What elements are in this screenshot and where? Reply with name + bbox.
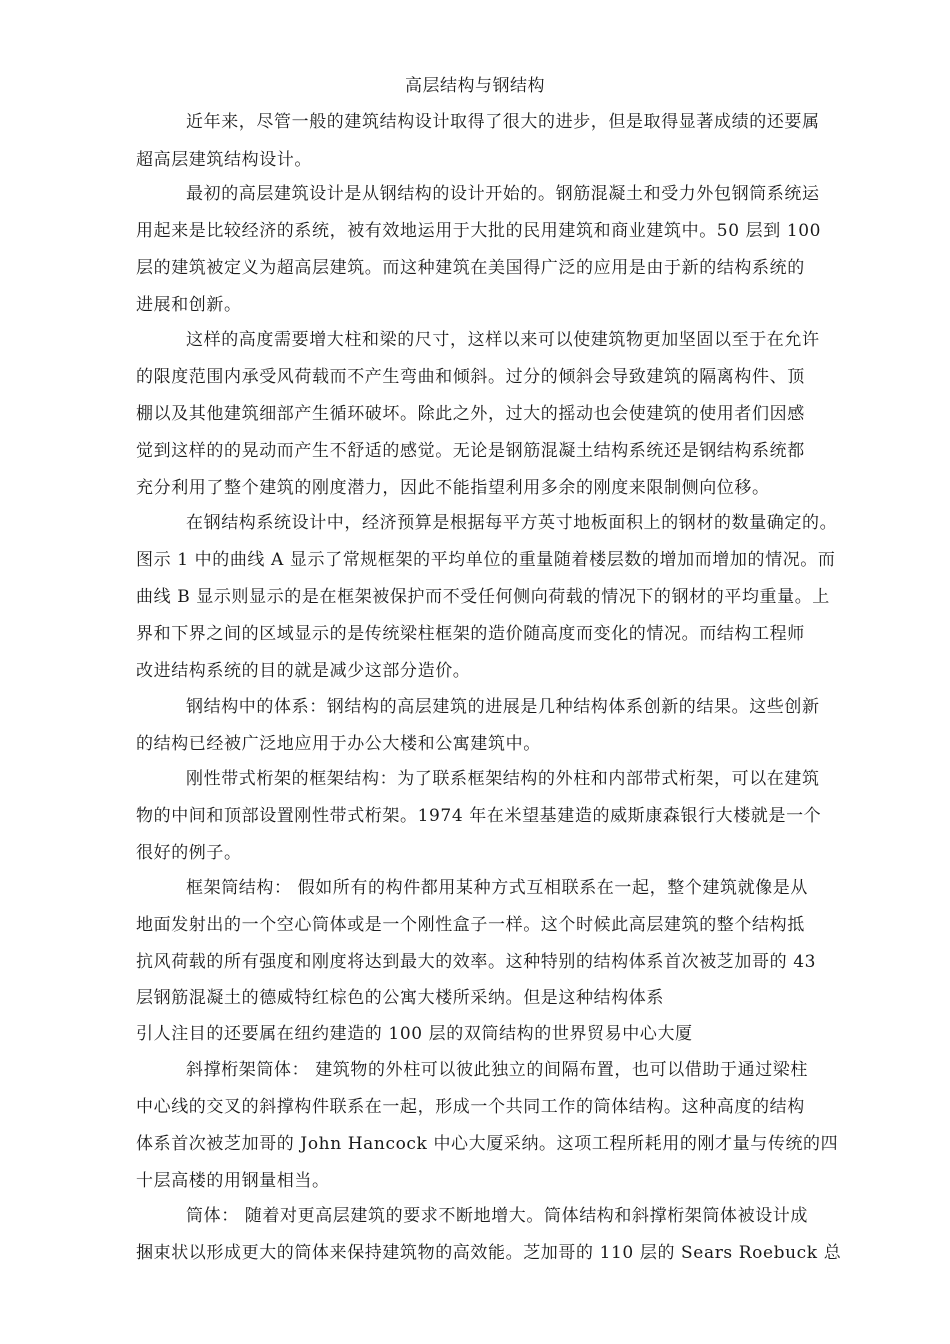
text-line: 超高层建筑结构设计。 bbox=[136, 150, 312, 170]
text-line: 改进结构系统的目的就是减少这部分造价。 bbox=[136, 661, 471, 681]
text-line: 棚以及其他建筑细部产生循环破坏。除此之外，过大的摇动也会使建筑的使用者们因感 bbox=[136, 404, 805, 424]
text-line: 捆束状以形成更大的筒体来保持建筑物的高效能。芝加哥的 110 层的 Sears Roebuck 总 bbox=[136, 1243, 842, 1263]
text-line: 框架筒结构： 假如所有的构件都用某种方式互相联系在一起，整个建筑就像是从 bbox=[186, 878, 809, 898]
text-line: 钢结构中的体系：钢结构的高层建筑的进展是几种结构体系创新的结果。这些创新 bbox=[186, 697, 820, 717]
text-line: 层的建筑被定义为超高层建筑。而这种建筑在美国得广泛的应用是由于新的结构系统的 bbox=[136, 258, 805, 278]
text-line: 近年来，尽管一般的建筑结构设计取得了很大的进步，但是取得显著成绩的还要属 bbox=[186, 112, 820, 132]
text-line: 的结构已经被广泛地应用于办公大楼和公寓建筑中。 bbox=[136, 734, 541, 754]
text-line: 进展和创新。 bbox=[136, 295, 242, 315]
text-line: 图示 1 中的曲线 A 显示了常规框架的平均单位的重量随着楼层数的增加而增加的情况。而 bbox=[136, 550, 836, 570]
text-line: 体系首次被芝加哥的 John Hancock 中心大厦采纳。这项工程所耗用的刚才量与传统的四 bbox=[136, 1134, 839, 1154]
text-line: 层钢筋混凝土的德威特红棕色的公寓大楼所采纳。但是这种结构体系 bbox=[136, 988, 664, 1008]
text-line: 刚性带式桁架的框架结构：为了联系框架结构的外柱和内部带式桁架，可以在建筑 bbox=[186, 769, 820, 789]
text-line: 觉到这样的的晃动而产生不舒适的感觉。无论是钢筋混凝土结构系统还是钢结构系统都 bbox=[136, 441, 805, 461]
text-line: 斜撑桁架筒体： 建筑物的外柱可以彼此独立的间隔布置，也可以借助于通过梁柱 bbox=[186, 1060, 809, 1080]
text-line: 界和下界之间的区域显示的是传统梁柱框架的造价随高度而变化的情况。而结构工程师 bbox=[136, 624, 805, 644]
text-line: 的限度范围内承受风荷载而不产生弯曲和倾斜。过分的倾斜会导致建筑的隔离构件、顶 bbox=[136, 367, 805, 387]
text-line: 中心线的交叉的斜撑构件联系在一起，形成一个共同工作的筒体结构。这种高度的结构 bbox=[136, 1097, 805, 1117]
text-line: 充分利用了整个建筑的刚度潜力，因此不能指望利用多余的刚度来限制侧向位移。 bbox=[136, 478, 770, 498]
text-line: 用起来是比较经济的系统，被有效地运用于大批的民用建筑和商业建筑中。50 层到 100 bbox=[136, 221, 822, 241]
text-line: 十层高楼的用钢量相当。 bbox=[136, 1171, 330, 1191]
text-line: 筒体： 随着对更高层建筑的要求不断地增大。筒体结构和斜撑桁架筒体被设计成 bbox=[186, 1206, 809, 1226]
text-line: 这样的高度需要增大柱和梁的尺寸，这样以来可以使建筑物更加坚固以至于在允许 bbox=[186, 330, 820, 350]
text-line: 引人注目的还要属在纽约建造的 100 层的双筒结构的世界贸易中心大厦 bbox=[136, 1024, 693, 1044]
text-line: 最初的高层建筑设计是从钢结构的设计开始的。钢筋混凝土和受力外包钢筒系统运 bbox=[186, 184, 820, 204]
document-title: 高层结构与钢结构 bbox=[405, 76, 545, 96]
text-line: 很好的例子。 bbox=[136, 843, 242, 863]
text-line: 抗风荷载的所有强度和刚度将达到最大的效率。这种特别的结构体系首次被芝加哥的 43 bbox=[136, 952, 817, 972]
text-line: 曲线 B 显示则显示的是在框架被保护而不受任何侧向荷载的情况下的钢材的平均重量。上 bbox=[136, 587, 830, 607]
text-line: 物的中间和顶部设置刚性带式桁架。1974 年在米望基建造的威斯康森银行大楼就是一个 bbox=[136, 806, 822, 826]
text-line: 在钢结构系统设计中，经济预算是根据每平方英寸地板面积上的钢材的数量确定的。 bbox=[186, 513, 838, 533]
text-line: 地面发射出的一个空心筒体或是一个刚性盒子一样。这个时候此高层建筑的整个结构抵 bbox=[136, 915, 805, 935]
